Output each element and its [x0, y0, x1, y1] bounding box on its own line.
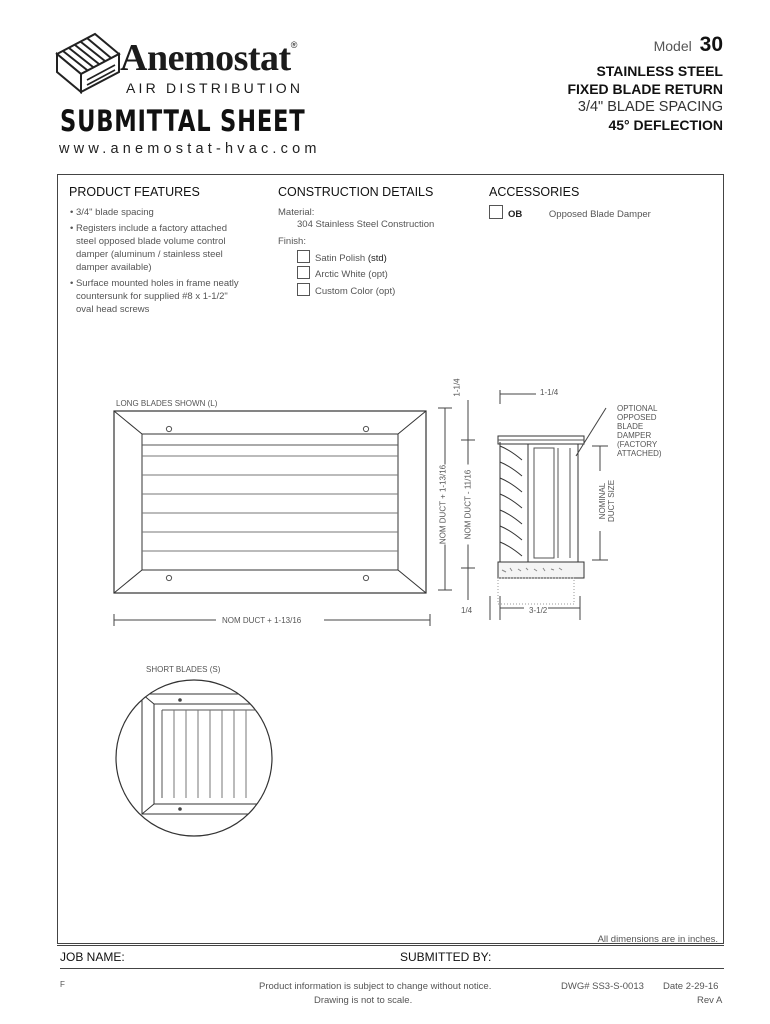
checkbox[interactable]: [489, 205, 503, 219]
inner-height-label: NOM DUCT - 11/16: [464, 465, 473, 545]
drawing-number: DWG# SS3-S-0013: [561, 981, 644, 992]
footer-notice-1: Product information is subject to change without notice.: [259, 981, 492, 992]
job-name-label: JOB NAME:: [60, 950, 125, 964]
checkbox[interactable]: [297, 283, 310, 296]
checkbox[interactable]: [297, 250, 310, 263]
construction-details-heading: CONSTRUCTION DETAILS: [278, 185, 434, 199]
width-dimension-label: NOM DUCT + 1-13/16: [222, 616, 302, 625]
nominal-duct-size-label: NOMINAL DUCT SIZE: [598, 471, 616, 531]
product-features-heading: PRODUCT FEATURES: [69, 185, 200, 199]
revision: Rev A: [697, 995, 723, 1006]
finish-label: Finish:: [278, 236, 306, 247]
product-features-list: [70, 206, 270, 316]
footer-corner-mark: F: [60, 980, 65, 989]
dimensions-note: All dimensions are in inches.: [597, 934, 718, 945]
divider: [57, 945, 724, 946]
feature-item: • Registers include a factory attached steel opposed blade volume control damper (aluminum / stainless steel damper available): [70, 223, 227, 273]
finish-option-satin-polish[interactable]: Satin Polish (std): [297, 250, 387, 265]
brand-name: Anemostat®: [120, 37, 298, 79]
bottom-left-dimension-label: 1/4: [461, 606, 473, 615]
submittal-sheet-title: SUBMITTAL SHEET: [60, 104, 306, 138]
drawing-date: Date 2-29-16: [663, 981, 719, 992]
product-line-2: FIXED BLADE RETURN: [567, 81, 723, 97]
finish-option-arctic-white[interactable]: Arctic White (opt): [297, 266, 388, 281]
model-number: 30: [699, 33, 723, 56]
optional-damper-callout: OPTIONAL OPPOSED BLADE DAMPER (FACTORY ATTACHED): [617, 404, 662, 458]
product-line-4: 45° DEFLECTION: [608, 117, 723, 133]
model-line: Model 30: [653, 33, 723, 56]
short-blades-label: SHORT BLADES (S): [146, 665, 221, 674]
submitted-by-label: SUBMITTED BY:: [400, 950, 492, 964]
outer-height-label: NOM DUCT + 1-13/16: [438, 464, 448, 545]
checkbox[interactable]: [297, 266, 310, 279]
brand-subtitle: AIR DISTRIBUTION: [126, 80, 304, 96]
long-blades-label: LONG BLADES SHOWN (L): [116, 399, 218, 408]
accessories-heading: ACCESSORIES: [489, 185, 580, 199]
website-link[interactable]: www.anemostat-hvac.com: [59, 141, 321, 157]
product-line-1: STAINLESS STEEL: [596, 63, 723, 79]
divider: [60, 968, 724, 969]
accessory-ob[interactable]: OB Opposed Blade Damper: [489, 205, 651, 221]
product-line-3: 3/4" BLADE SPACING: [577, 99, 723, 115]
footer-notice-2: Drawing is not to scale.: [314, 995, 413, 1006]
feature-item: • 3/4" blade spacing: [70, 207, 154, 218]
bottom-right-dimension-label: 3-1/2: [529, 606, 548, 615]
short-blades-detail: [114, 678, 274, 838]
material-label: Material:: [278, 207, 315, 218]
feature-item: • Surface mounted holes in frame neatly countersunk for supplied #8 x 1-1/2" oval head screws: [70, 278, 239, 315]
material-value: 304 Stainless Steel Construction: [297, 219, 435, 230]
finish-option-custom-color[interactable]: Custom Color (opt): [297, 283, 395, 298]
anemostat-logo-icon: [55, 32, 121, 94]
top-side-dimension-label: 1-1/4: [540, 388, 559, 397]
top-height-label: 1-1/4: [452, 378, 462, 397]
front-view-drawing: [110, 408, 430, 598]
